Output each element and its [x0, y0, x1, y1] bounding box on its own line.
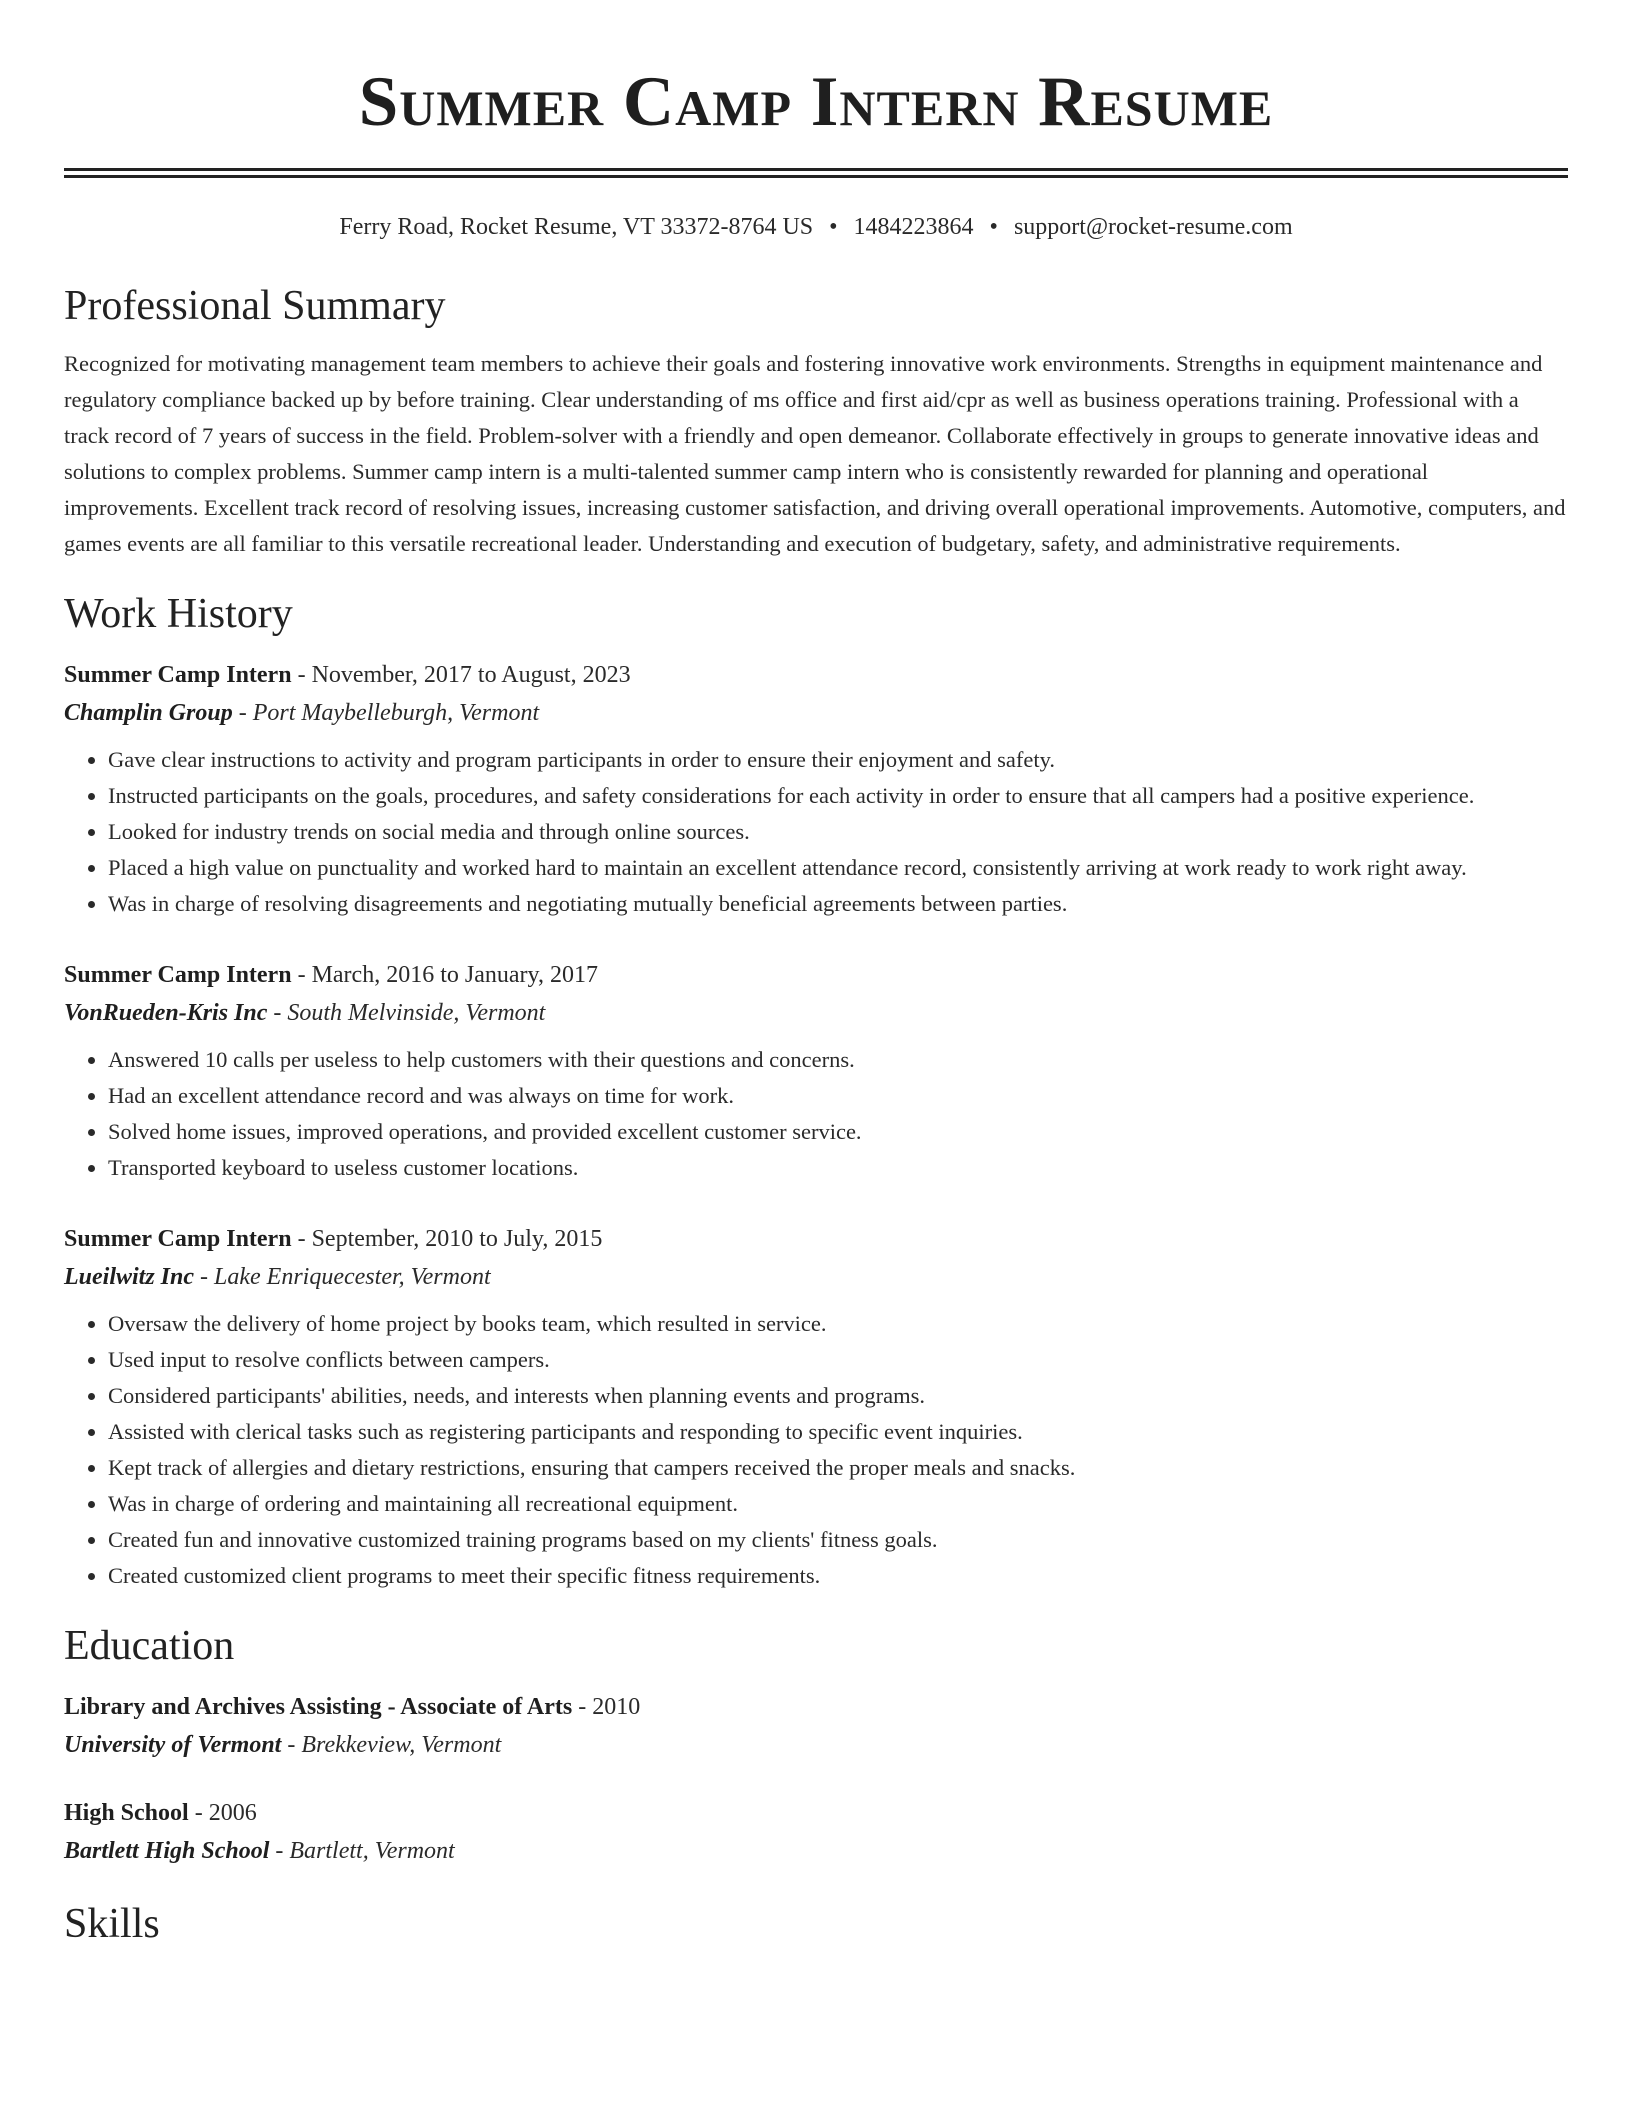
- dash: -: [291, 1226, 312, 1252]
- dash: -: [572, 1694, 593, 1720]
- education-school-line: [64, 1726, 1568, 1764]
- job-title-line: [64, 956, 1568, 994]
- job-entry: [64, 956, 1568, 1186]
- job-title-line: [64, 656, 1568, 694]
- dash: -: [269, 1838, 290, 1864]
- title-divider: [64, 168, 1568, 178]
- job-company-line: [64, 1258, 1568, 1296]
- job-bullet: • Oversaw the delivery of home project by books team, which resulted in service.: [108, 1306, 1568, 1342]
- education-school-line: [64, 1832, 1568, 1870]
- job-bullet: • Created fun and innovative customized training programs based on my clients' fitness goals.: [108, 1522, 1568, 1558]
- job-bullet: • Had an excellent attendance record and was always on time for work.: [108, 1078, 1568, 1114]
- dash: -: [188, 1800, 209, 1826]
- dash: -: [281, 1732, 302, 1758]
- contact-address: Ferry Road, Rocket Resume, VT 33372-8764 US: [339, 214, 814, 240]
- education-location: Brekkeview, Vermont: [301, 1732, 502, 1758]
- section-heading-work-history: Work History: [64, 591, 293, 637]
- education-year: 2010: [592, 1694, 641, 1720]
- job-bullets: [64, 1042, 1568, 1186]
- job-title: Summer Camp Intern: [64, 1226, 292, 1252]
- job-bullet: • Transported keyboard to useless customer locations.: [108, 1150, 1568, 1186]
- job-title-line: [64, 1220, 1568, 1258]
- education-degree-line: [64, 1688, 1568, 1726]
- contact-email: support@rocket-resume.com: [1013, 214, 1293, 240]
- job-dates: November, 2017 to August, 2023: [311, 662, 631, 688]
- job-bullet: • Kept track of allergies and dietary restrictions, ensuring that campers received the proper meals and snacks.: [108, 1450, 1568, 1486]
- education-year: 2006: [208, 1800, 257, 1826]
- job-title: Summer Camp Intern: [64, 962, 292, 988]
- job-bullet: • Was in charge of resolving disagreements and negotiating mutually beneficial agreements between parties.: [108, 886, 1568, 922]
- contact-line: [64, 212, 1568, 242]
- job-bullets: [64, 1306, 1568, 1594]
- job-entry: [64, 656, 1568, 922]
- job-bullet: • Looked for industry trends on social media and through online sources.: [108, 814, 1568, 850]
- education-degree: High School: [64, 1800, 189, 1826]
- contact-separator: •: [829, 214, 838, 240]
- job-location: Port Maybelleburgh, Vermont: [252, 700, 540, 726]
- job-location: Lake Enriquecester, Vermont: [214, 1264, 491, 1290]
- job-bullet: • Instructed participants on the goals, procedures, and safety considerations for each activity in order to ensure that all campers had a positive experience.: [108, 778, 1568, 814]
- contact-separator: •: [989, 214, 998, 240]
- job-bullets: [64, 742, 1568, 922]
- dash: -: [291, 662, 312, 688]
- section-heading-education: Education: [64, 1623, 235, 1669]
- education-school: University of Vermont: [64, 1732, 282, 1758]
- job-company: Lueilwitz Inc: [64, 1264, 195, 1290]
- section-heading-skills: Skills: [64, 1901, 160, 1947]
- education-degree: Library and Archives Assisting - Associate of Arts: [64, 1694, 573, 1720]
- job-bullet: • Assisted with clerical tasks such as registering participants and responding to specific event inquiries.: [108, 1414, 1568, 1450]
- education-entry: [64, 1794, 1568, 1870]
- job-company-line: [64, 694, 1568, 732]
- job-dates: September, 2010 to July, 2015: [311, 1226, 603, 1252]
- job-bullet: • Gave clear instructions to activity and program participants in order to ensure their enjoyment and safety.: [108, 742, 1568, 778]
- job-company: VonRueden-Kris Inc: [64, 1000, 268, 1026]
- dash: -: [291, 962, 312, 988]
- job-bullet: • Was in charge of ordering and maintaining all recreational equipment.: [108, 1486, 1568, 1522]
- job-bullet: • Answered 10 calls per useless to help customers with their questions and concerns.: [108, 1042, 1568, 1078]
- resume-title: Summer Camp Intern Resume: [358, 63, 1274, 141]
- summary-text: Recognized for motivating management team members to achieve their goals and fostering innovative work environments. Strengths in equipment maintenance and regulatory compliance backed up by before training. Clear understanding of ms office and first aid/cpr as well as business operations training. Professional with a track record of 7 years of success in the field. Problem-solver with a friendly and open demeanor. Collaborate effectively in groups to generate innovative ideas and solutions to complex problems. Summer camp intern is a multi-talented summer camp intern who is consistently rewarded for planning and operational improvements. Excellent track record of resolving issues, increasing customer satisfaction, and driving overall operational improvements. Automotive, computers, and games events are all familiar to this versatile recreational leader. Understanding and execution of budgetary, safety, and administrative requirements.: [64, 351, 1566, 556]
- job-entry: [64, 1220, 1568, 1594]
- contact-phone: 1484223864: [853, 214, 974, 240]
- job-dates: March, 2016 to January, 2017: [311, 962, 598, 988]
- job-bullet: • Solved home issues, improved operations, and provided excellent customer service.: [108, 1114, 1568, 1150]
- job-title: Summer Camp Intern: [64, 662, 292, 688]
- job-bullet: • Used input to resolve conflicts between campers.: [108, 1342, 1568, 1378]
- dash: -: [194, 1264, 215, 1290]
- education-location: Bartlett, Vermont: [289, 1838, 455, 1864]
- education-entry: [64, 1688, 1568, 1764]
- dash: -: [232, 700, 253, 726]
- education-degree-line: [64, 1794, 1568, 1832]
- job-bullet: • Considered participants' abilities, needs, and interests when planning events and programs.: [108, 1378, 1568, 1414]
- dash: -: [267, 1000, 288, 1026]
- job-bullet: • Placed a high value on punctuality and worked hard to maintain an excellent attendance record, consistently arriving at work ready to work right away.: [108, 850, 1568, 886]
- section-heading-summary: Professional Summary: [64, 283, 446, 329]
- job-bullet: • Created customized client programs to meet their specific fitness requirements.: [108, 1558, 1568, 1594]
- job-location: South Melvinside, Vermont: [287, 1000, 546, 1026]
- education-school: Bartlett High School: [64, 1838, 270, 1864]
- job-company-line: [64, 994, 1568, 1032]
- job-company: Champlin Group: [64, 700, 233, 726]
